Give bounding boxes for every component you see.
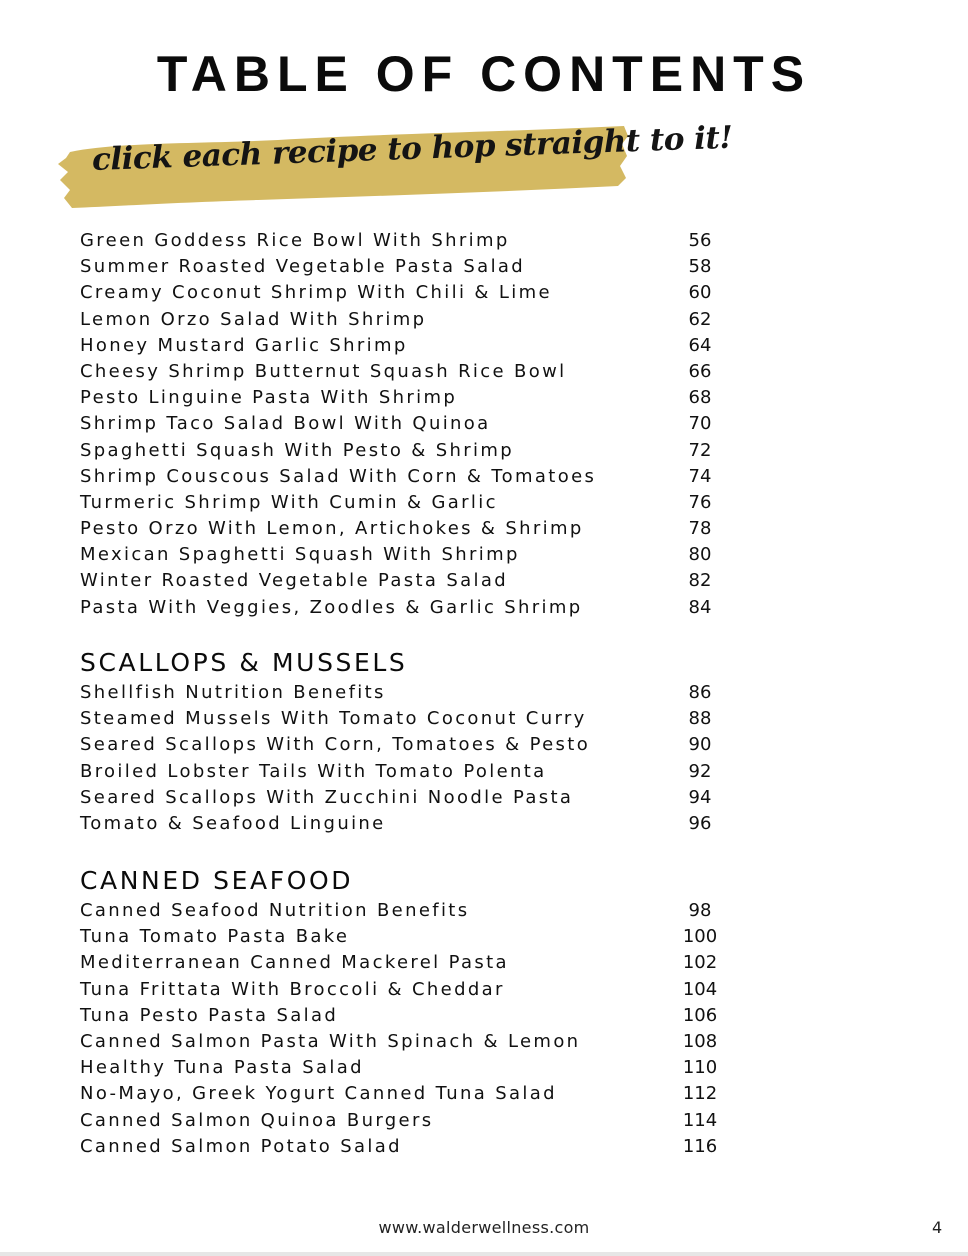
- recipe-link[interactable]: Canned Salmon Quinoa Burgers: [80, 1109, 434, 1131]
- recipe-link[interactable]: Turmeric Shrimp With Cumin & Garlic: [80, 491, 498, 513]
- recipe-link[interactable]: Mexican Spaghetti Squash With Shrimp: [80, 544, 520, 566]
- recipe-page-number: 90: [688, 734, 712, 756]
- recipe-link[interactable]: Shrimp Taco Salad Bowl With Quinoa: [80, 413, 491, 435]
- footer-url[interactable]: www.walderwellness.com: [378, 1218, 590, 1237]
- recipe-link[interactable]: Pesto Linguine Pasta With Shrimp: [80, 387, 458, 409]
- recipe-link[interactable]: Canned Seafood Nutrition Benefits: [80, 900, 470, 921]
- toc-entry[interactable]: [80, 568, 720, 594]
- toc-entry[interactable]: [80, 759, 720, 785]
- recipe-link[interactable]: Honey Mustard Garlic Shrimp: [80, 334, 408, 356]
- recipe-page-number: 74: [688, 465, 712, 487]
- banner-text: click each recipe to hop straight to it!: [91, 119, 733, 178]
- toc-entry[interactable]: [80, 785, 720, 811]
- recipe-page-number: 88: [688, 708, 712, 730]
- toc-entry[interactable]: [80, 359, 720, 385]
- toc-entry[interactable]: [80, 811, 720, 837]
- recipe-page-number: 76: [688, 491, 712, 513]
- toc-entry[interactable]: [80, 977, 720, 1003]
- recipe-page-number: 98: [688, 900, 712, 921]
- toc-entry[interactable]: [80, 228, 720, 254]
- recipe-page-number: 112: [682, 1083, 718, 1105]
- section-heading-canned: CANNED SEAFOOD: [80, 866, 354, 895]
- recipe-link[interactable]: Summer Roasted Vegetable Pasta Salad: [80, 256, 526, 278]
- toc-entry[interactable]: [80, 595, 720, 621]
- recipe-page-number: 106: [682, 1004, 718, 1026]
- recipe-link[interactable]: No-Mayo, Greek Yogurt Canned Tuna Salad: [80, 1083, 557, 1105]
- toc-entry[interactable]: [80, 254, 720, 280]
- recipe-page-number: 96: [688, 812, 712, 834]
- toc-entry[interactable]: [80, 490, 720, 516]
- scallops-recipe-list: [80, 680, 720, 837]
- recipe-link[interactable]: Spaghetti Squash With Pesto & Shrimp: [80, 439, 515, 461]
- shrimp-recipe-list: [80, 228, 720, 621]
- recipe-page-number: 82: [688, 570, 712, 592]
- recipe-link[interactable]: Shellfish Nutrition Benefits: [80, 682, 386, 703]
- recipe-page-number: 104: [682, 978, 718, 1000]
- toc-entry[interactable]: [80, 1055, 720, 1081]
- recipe-page-number: 64: [688, 334, 712, 356]
- recipe-link[interactable]: Creamy Coconut Shrimp With Chili & Lime: [80, 282, 552, 304]
- recipe-link[interactable]: Winter Roasted Vegetable Pasta Salad: [80, 570, 509, 592]
- recipe-page-number: 80: [688, 544, 712, 566]
- recipe-page-number: 68: [688, 387, 712, 409]
- recipe-link[interactable]: Canned Salmon Potato Salad: [80, 1135, 402, 1157]
- recipe-page-number: 66: [688, 360, 712, 382]
- recipe-link[interactable]: Shrimp Couscous Salad With Corn & Tomatoes: [80, 465, 597, 487]
- toc-entry[interactable]: [80, 280, 720, 306]
- recipe-link[interactable]: Lemon Orzo Salad With Shrimp: [80, 308, 427, 330]
- toc-entry[interactable]: [80, 732, 720, 758]
- recipe-link[interactable]: Tuna Frittata With Broccoli & Cheddar: [80, 978, 505, 1000]
- bottom-rule: [0, 1252, 968, 1256]
- toc-entry[interactable]: [80, 411, 720, 437]
- recipe-link[interactable]: Tuna Pesto Pasta Salad: [80, 1004, 339, 1026]
- recipe-page-number: 108: [682, 1030, 718, 1052]
- recipe-link[interactable]: Pesto Orzo With Lemon, Artichokes & Shrimp: [80, 518, 584, 540]
- toc-entry[interactable]: [80, 680, 720, 706]
- recipe-page-number: 70: [688, 413, 712, 435]
- toc-entry[interactable]: [80, 333, 720, 359]
- toc-entry[interactable]: [80, 924, 720, 950]
- recipe-page-number: 94: [688, 786, 712, 808]
- toc-entry[interactable]: [80, 542, 720, 568]
- recipe-link[interactable]: Mediterranean Canned Mackerel Pasta: [80, 952, 509, 974]
- page-title: TABLE OF CONTENTS: [156, 46, 812, 102]
- recipe-page-number: 110: [682, 1057, 718, 1079]
- recipe-link[interactable]: Seared Scallops With Corn, Tomatoes & Pesto: [80, 734, 591, 756]
- toc-entry[interactable]: [80, 950, 720, 976]
- toc-entry[interactable]: [80, 438, 720, 464]
- recipe-link[interactable]: Tuna Tomato Pasta Bake: [80, 926, 350, 948]
- recipe-link[interactable]: Seared Scallops With Zucchini Noodle Pasta: [80, 786, 574, 808]
- recipe-link[interactable]: Pasta With Veggies, Zoodles & Garlic Shrimp: [80, 596, 583, 618]
- recipe-link[interactable]: Cheesy Shrimp Butternut Squash Rice Bowl: [80, 360, 567, 382]
- toc-entry[interactable]: [80, 1003, 720, 1029]
- recipe-page-number: 62: [688, 308, 712, 330]
- recipe-link[interactable]: Green Goddess Rice Bowl With Shrimp: [80, 230, 510, 251]
- toc-entry[interactable]: [80, 1081, 720, 1107]
- recipe-link[interactable]: Tomato & Seafood Linguine: [80, 812, 386, 834]
- toc-entry[interactable]: [80, 1029, 720, 1055]
- recipe-page-number: 116: [682, 1135, 718, 1157]
- canned-recipe-list: [80, 898, 720, 1160]
- recipe-link[interactable]: Healthy Tuna Pasta Salad: [80, 1057, 364, 1079]
- page-number: 4: [932, 1218, 943, 1237]
- instruction-banner: [58, 119, 733, 210]
- toc-entry[interactable]: [80, 898, 720, 924]
- recipe-page-number: 100: [682, 926, 718, 948]
- section-heading-scallops: SCALLOPS & MUSSELS: [80, 648, 408, 677]
- recipe-link[interactable]: Broiled Lobster Tails With Tomato Polenta: [80, 760, 547, 782]
- recipe-page-number: 86: [688, 682, 712, 703]
- recipe-link[interactable]: Canned Salmon Pasta With Spinach & Lemon: [80, 1030, 581, 1052]
- recipe-page-number: 72: [688, 439, 712, 461]
- recipe-page-number: 102: [682, 952, 718, 974]
- recipe-page-number: 114: [682, 1109, 718, 1131]
- toc-entry[interactable]: [80, 1134, 720, 1160]
- toc-entry[interactable]: [80, 385, 720, 411]
- toc-entry[interactable]: [80, 1108, 720, 1134]
- recipe-page-number: 58: [688, 256, 712, 278]
- toc-entry[interactable]: [80, 706, 720, 732]
- recipe-page-number: 60: [688, 282, 712, 304]
- recipe-page-number: 78: [688, 518, 712, 540]
- recipe-link[interactable]: Steamed Mussels With Tomato Coconut Curry: [80, 708, 587, 730]
- toc-entry[interactable]: [80, 307, 720, 333]
- recipe-page-number: 56: [688, 230, 712, 251]
- recipe-page-number: 92: [688, 760, 712, 782]
- recipe-page-number: 84: [688, 596, 712, 618]
- toc-entry[interactable]: [80, 516, 720, 542]
- toc-entry[interactable]: [80, 464, 720, 490]
